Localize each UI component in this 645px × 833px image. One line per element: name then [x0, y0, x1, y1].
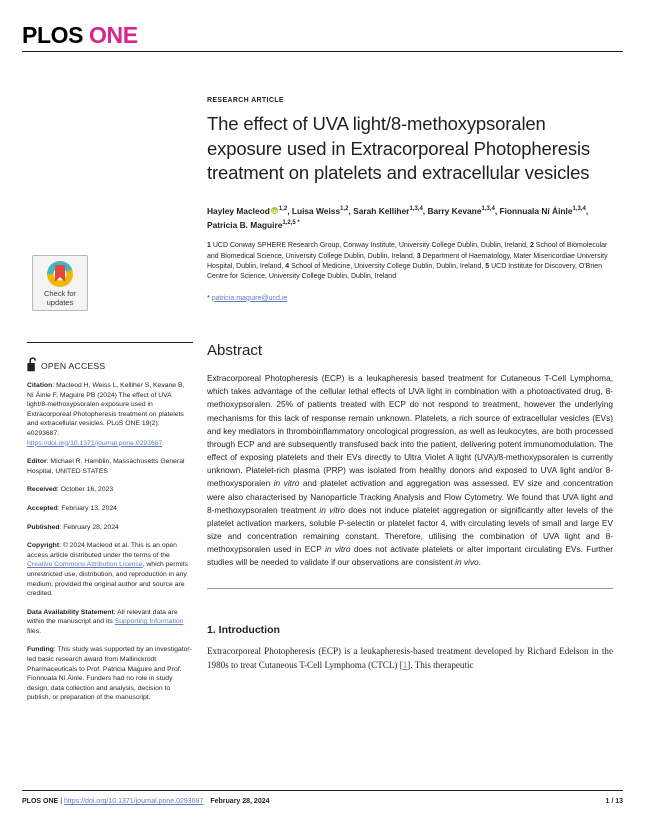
data-availability-text-part2: files.: [27, 627, 41, 635]
editor-text: : Michael R. Hamblin, Massachusetts General Hospital, UNITED STATES: [27, 458, 185, 475]
footer-separator: |: [60, 798, 63, 805]
crossmark-check-for-updates-badge[interactable]: [32, 255, 88, 311]
published-text: : February 28, 2024: [59, 523, 119, 531]
introduction-heading: 1. Introduction: [207, 623, 280, 636]
author-affil-5: 1,3,4: [572, 205, 586, 212]
author-name-5[interactable]: Fionnuala Ní Áinle: [499, 205, 573, 216]
footer-journal-name: PLOS ONE: [22, 798, 59, 805]
corresponding-author-line: [207, 294, 613, 304]
reference-link-1[interactable]: 1: [402, 659, 408, 670]
article-title: The effect of UVA light/8-methoxypsoralen exposure used in Extracorporeal Photopheresis treatment on platelets and extracellular vesicles: [207, 113, 591, 183]
crossmark-label-line1: Check for: [43, 289, 77, 298]
masthead-divider: [22, 51, 623, 52]
footer-divider: [22, 790, 623, 791]
editor-label: Editor: [27, 458, 47, 466]
author-affil-6: 1,2,5: [282, 219, 296, 226]
sidebar-divider: [27, 342, 193, 343]
abstract-text: Extracorporeal Photopheresis (ECP) is a leukapheresis based treatment for Cutaneous T-Cell Lymphoma, which takes advantage of the cellular lethal effects of UVA light in combination with a photoactivated drug, 8-methoxypsoralen. 25% of patients treated with ECP do not respond to treatment, however the underlying mechanisms for this lack of response remain unknown. Platelets, a rich source of extracellular vesicles (EVs) and key mediators in thromboinflammatory oncological progression, as well as leukocytes, are both processed through ECP and are subsequently transfused back into the patient, delivering potent immunomodulation. The effect of exposing platelets and their EVs directly to Ultra Violet A light (UVA)/8-methoxypsoralen is currently unknown. Platelet-rich plasma (PRP) was isolated from healthy donors and exposed to UVA light and/or 8-methoxysporalen in vitro and platelet activation and aggregation was assessed. EV size and concentration were also characterised by Nanoparticle Tracking Analysis and Flow Cytometry. We found that UVA light and 8-methoxypsoralen treatment in vitro does not induce platelet aggregation or significantly alter levels of the platelet activation markers, soluble P-selectin or platelet factor 4, with circulating levels of small and large EV size and concentration remaining constant. Therefore, utilising the combination of UVA light and 8-methoxypsoralen used in ECP in vitro does not activate platelets or alter important circulating EVs. Further studies will be needed to validate if our observations are consistent in vivo.: [207, 373, 614, 568]
citation-doi-link[interactable]: https://doi.org/10.1371/journal.pone.0293687: [27, 439, 163, 447]
citation-block: [27, 381, 193, 448]
author-affil-3: 1,3,4: [409, 205, 423, 212]
corresponding-asterisk: *: [207, 294, 210, 302]
footer-left: [22, 797, 270, 807]
footer-doi-link[interactable]: https://doi.org/10.1371/journal.pone.0293687: [64, 798, 204, 805]
logo-one-text: ONE: [89, 22, 138, 48]
introduction-text: [207, 645, 613, 672]
funding-label: Funding: [27, 646, 54, 654]
copyright-text-part1: : © 2024 Macleod et al. This is an open access article distributed under the terms of the: [27, 542, 177, 559]
received-block: [27, 485, 193, 495]
copyright-block: [27, 541, 193, 599]
author-affil-4: 1,3,4: [481, 205, 495, 212]
accepted-text: : February 13, 2024: [57, 504, 117, 512]
received-text: : October 16, 2023: [56, 486, 114, 494]
footer-date: February 28, 2024: [210, 798, 270, 805]
author-name-1[interactable]: Hayley Macleod: [207, 205, 270, 216]
received-label: Received: [27, 486, 57, 494]
crossmark-label-line2: updates: [46, 298, 74, 307]
open-lock-icon: [27, 357, 38, 372]
data-availability-text-part1: : All relevant data are within the manuscript and its: [27, 608, 178, 626]
author-affil-2: 1,2: [340, 205, 349, 212]
affiliation-num-5: 5: [485, 262, 490, 270]
author-affiliations: 1 UCD Conway SPHERE Research Group, Conway Institute, University College Dublin, Dublin, Ireland, 2 School of Biomolecular and Biomedical Science, University College Dublin, Dublin, Ireland, 3 Department of Haematology, Mater Misericordiae University Hospital, Dublin, Ireland, 4 School of Medicine, University College Dublin, Dublin, Ireland, 5 UCD Institute for Discovery, O'Brien Centre for Science, University College Dublin, Dublin, Ireland: [207, 242, 608, 281]
crossmark-label: [33, 289, 87, 307]
author-list: Hayley Macleod iD $^{1,2}$, Luisa Weiss$^{1,2}$, Sarah Kelliher$^{1,3,4}$, Barry Kevane$^{1,3,4}$, Fionnuala Ní Áinle$^{1,3,4}$, Patricia B. Maguire$^{1,2,5}$ *: [207, 203, 613, 232]
corresponding-email-link[interactable]: patricia.maguire@ucd.ie: [211, 294, 288, 302]
author-name-3[interactable]: Sarah Kelliher: [353, 205, 410, 216]
article-main-column: [207, 96, 613, 672]
author-name-6[interactable]: Patricia B. Maguire: [207, 219, 283, 230]
copyright-text-part2: , which permits unrestricted use, distribution, and reproduction in any medium, provided the original author and source are credited.: [27, 561, 188, 598]
author-name-4[interactable]: Barry Kevane: [427, 205, 482, 216]
accepted-block: [27, 504, 193, 514]
editor-block: [27, 457, 193, 476]
data-availability-block: [27, 608, 193, 637]
published-block: [27, 523, 193, 533]
copyright-label: Copyright: [27, 542, 60, 550]
article-type-kicker: RESEARCH ARTICLE: [207, 97, 284, 104]
journal-masthead: [22, 22, 623, 52]
author-affil-1: 1,2: [278, 205, 288, 212]
funding-text: : This study was supported by an investigator-led basic research award from Mallinckrodt Pharmaceuticals to Prof. Patricia Maguire and Prof. Fionnuala Ní Áinle. Funders had no role in study design, data collection and analysis, decision to publish, or preparation of the manuscript.: [27, 646, 192, 702]
accepted-label: Accepted: [27, 504, 58, 512]
open-access-label: OPEN ACCESS: [41, 361, 106, 371]
footer-page-number: 1 / 13: [605, 798, 623, 805]
citation-text: : Macleod H, Weiss L, Kelliher S, Kevane B, Ní Áinle F, Maguire PB (2024) The effect of UVA light/8-methoxypsoralen exposure used in Extracorporeal Photopheresis treatment on platelets and extracellular vesicles. PLoS ONE 19(2): e0293687.: [27, 382, 185, 437]
data-availability-label: Data Availability Statement: [27, 608, 114, 616]
funding-block: [27, 645, 193, 703]
supporting-information-link[interactable]: Supporting Information: [114, 618, 184, 626]
abstract-divider: [207, 588, 613, 589]
introduction-text-after-ref: ]. This therapeutic: [407, 659, 474, 670]
abstract-heading: Abstract: [207, 341, 263, 359]
affiliation-num-4: 4: [285, 262, 290, 270]
affiliation-num-2: 2: [529, 242, 534, 250]
open-access-banner: [27, 357, 193, 372]
published-label: Published: [27, 523, 60, 531]
affiliation-num-3: 3: [416, 252, 421, 260]
citation-label: Citation: [27, 382, 53, 389]
page-footer: [22, 797, 623, 807]
affiliation-num-1: 1: [207, 242, 211, 250]
logo-plos-text: PLOS: [22, 22, 84, 48]
introduction-text-before-ref: Extracorporeal Photopheresis (ECP) is a leukapheresis-based treatment developed by Richard Edelson in the 1980s to treat Cutaneous T-Cell Lymphoma (CTCL) [: [207, 646, 613, 670]
creative-commons-license-link[interactable]: Creative Commons Attribution License: [27, 561, 143, 569]
corresponding-author-marker: *: [295, 219, 300, 226]
author-name-2[interactable]: Luisa Weiss: [291, 205, 341, 216]
orcid-id-icon[interactable]: [271, 207, 278, 214]
plos-one-logo: [22, 22, 623, 48]
article-sidebar: [27, 255, 193, 703]
